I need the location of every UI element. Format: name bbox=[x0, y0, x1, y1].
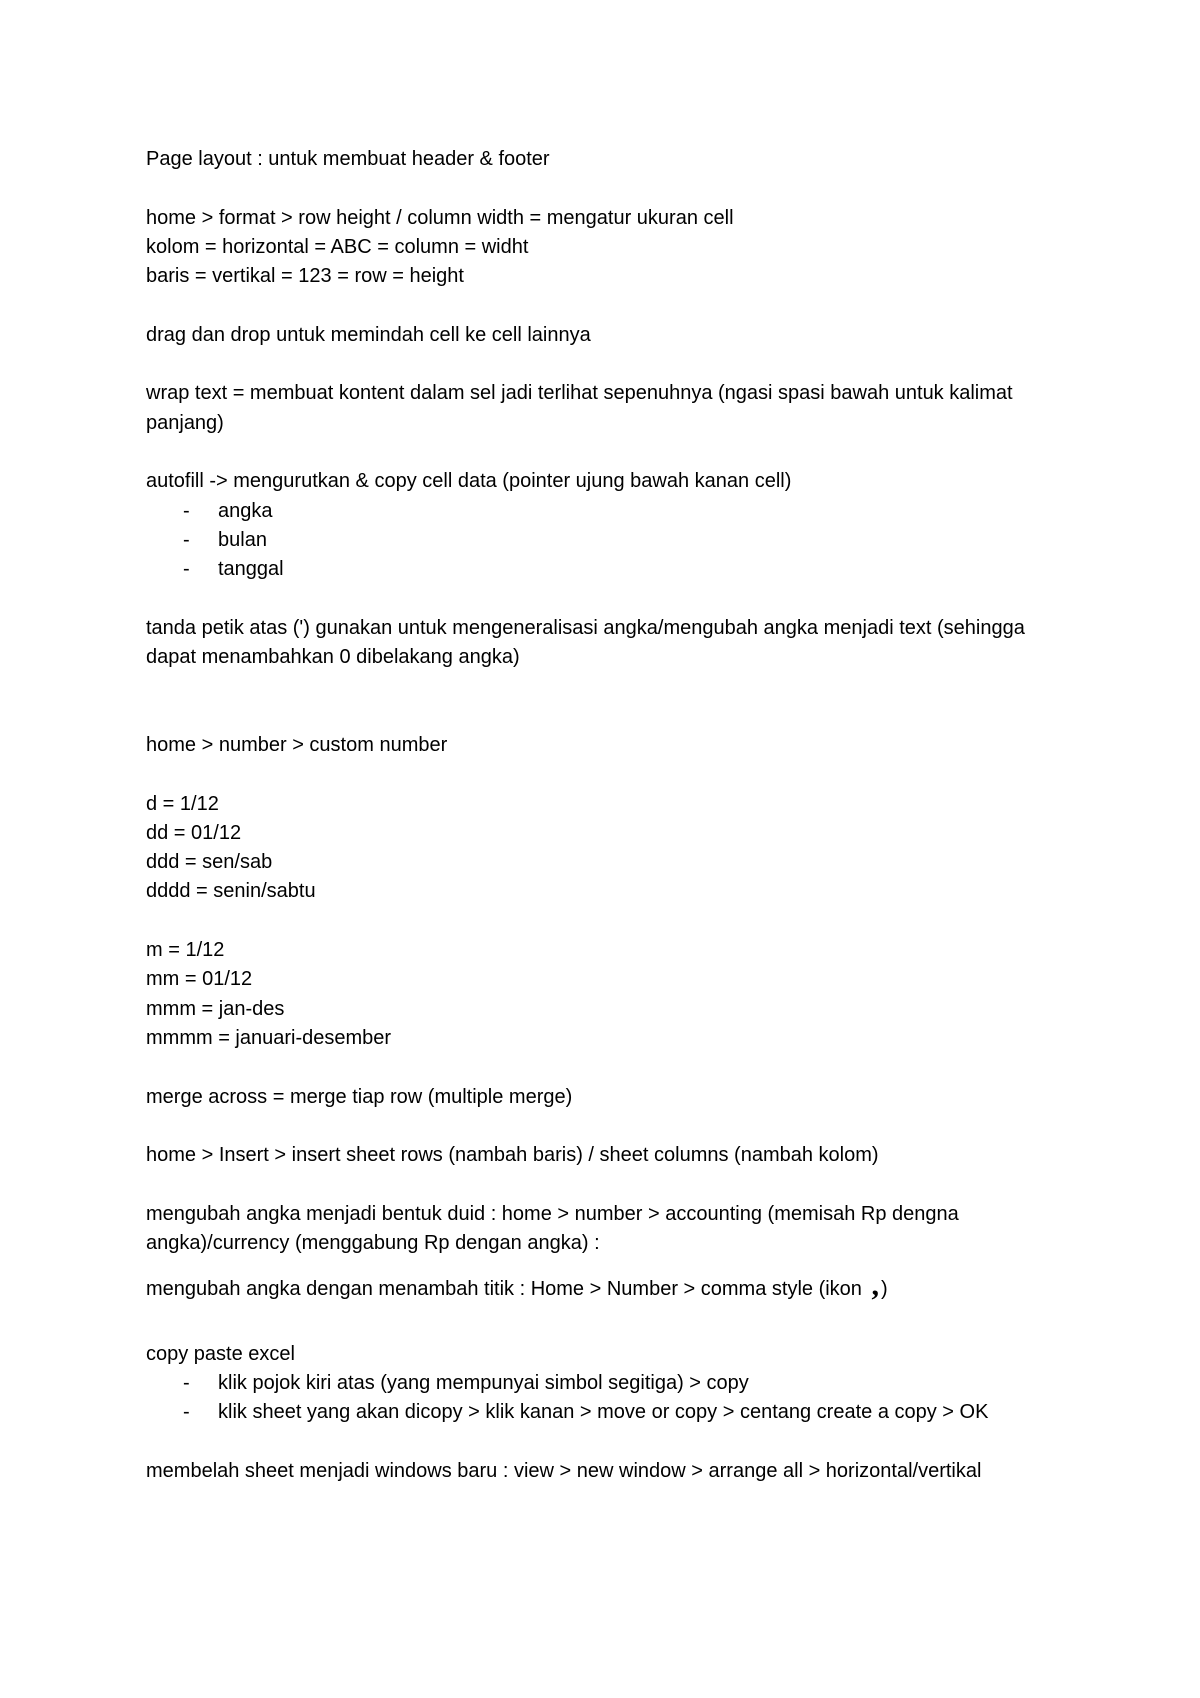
note-wrap-text: wrap text = membuat kontent dalam sel jadi terlihat sepenuhnya (ngasi spasi bawah untuk kalimat panjang) bbox=[146, 382, 1013, 434]
spacer bbox=[146, 1112, 1066, 1141]
bullet-dash: - bbox=[183, 528, 190, 551]
bullet-dash: - bbox=[183, 499, 190, 522]
spacer bbox=[146, 584, 1066, 613]
spacer bbox=[146, 1305, 1066, 1340]
spacer bbox=[146, 350, 1066, 379]
month-format: mmm = jan-des bbox=[146, 997, 285, 1020]
note-baris: baris = vertikal = 123 = row = height bbox=[146, 265, 464, 288]
spacer bbox=[146, 291, 1066, 320]
spacer bbox=[146, 672, 1066, 731]
day-format: dd = 01/12 bbox=[146, 821, 242, 844]
note-petik: tanda petik atas (') gunakan untuk mengeneralisasi angka/mengubah angka menjadi text (sehingga dapat menambahkan 0 dibelakang angka) bbox=[146, 616, 1025, 669]
day-format: ddd = sen/sab bbox=[146, 851, 273, 874]
note-merge-across: merge across = merge tiap row (multiple merge) bbox=[146, 1085, 573, 1108]
note-copy-paste: copy paste excel bbox=[146, 1342, 295, 1365]
bullet-dash: - bbox=[183, 558, 190, 581]
spacer bbox=[146, 1170, 1066, 1199]
month-format: mmmm = januari-desember bbox=[146, 1026, 392, 1049]
list-item: - tanggal bbox=[146, 555, 1066, 584]
spacer bbox=[146, 1427, 1066, 1456]
month-format: mm = 01/12 bbox=[146, 968, 253, 991]
note-autofill: autofill -> mengurutkan & copy cell data (pointer ujung bawah kanan cell) bbox=[146, 470, 792, 493]
note-row-height: home > format > row height / column width = mengatur ukuran cell bbox=[146, 206, 734, 229]
note-drag-drop: drag dan drop untuk memindah cell ke cell lainnya bbox=[146, 323, 591, 346]
spacer bbox=[146, 760, 1066, 789]
month-format: m = 1/12 bbox=[146, 939, 225, 962]
bullet-dash: - bbox=[183, 1401, 190, 1424]
bullet-dash: - bbox=[183, 1371, 190, 1394]
copy-paste-list bbox=[146, 1369, 1066, 1428]
list-item: - klik sheet yang akan dicopy > klik kanan > move or copy > centang create a copy > OK bbox=[146, 1398, 1066, 1427]
day-format: d = 1/12 bbox=[146, 792, 219, 815]
autofill-list bbox=[146, 497, 1066, 585]
day-format: dddd = senin/sabtu bbox=[146, 880, 316, 903]
note-membelah: membelah sheet menjadi windows baru : view > new window > arrange all > horizontal/vertikal bbox=[146, 1459, 982, 1482]
list-item: - angka bbox=[146, 497, 1066, 526]
comma-style-icon: , bbox=[871, 1269, 879, 1303]
list-item: - klik pojok kiri atas (yang mempunyai simbol segitiga) > copy bbox=[146, 1369, 1066, 1398]
note-duid: mengubah angka menjadi bentuk duid : home > number > accounting (memisah Rp dengna angka)/currency (menggabung Rp dengan angka) : bbox=[146, 1202, 959, 1254]
list-item: - bulan bbox=[146, 526, 1066, 555]
spacer bbox=[146, 174, 1066, 203]
note-comma-style: mengubah angka dengan menambah titik : Home > Number > comma style (ikon , ) bbox=[146, 1269, 888, 1303]
note-custom-number: home > number > custom number bbox=[146, 733, 448, 756]
note-insert: home > Insert > insert sheet rows (nambah baris) / sheet columns (nambah kolom) bbox=[146, 1144, 879, 1167]
spacer bbox=[146, 1258, 1066, 1275]
spacer bbox=[146, 1053, 1066, 1082]
note-page-layout: Page layout : untuk membuat header & footer bbox=[146, 148, 550, 170]
spacer bbox=[146, 907, 1066, 936]
note-kolom: kolom = horizontal = ABC = column = widht bbox=[146, 235, 529, 258]
document-page bbox=[146, 145, 1066, 1486]
spacer bbox=[146, 438, 1066, 467]
